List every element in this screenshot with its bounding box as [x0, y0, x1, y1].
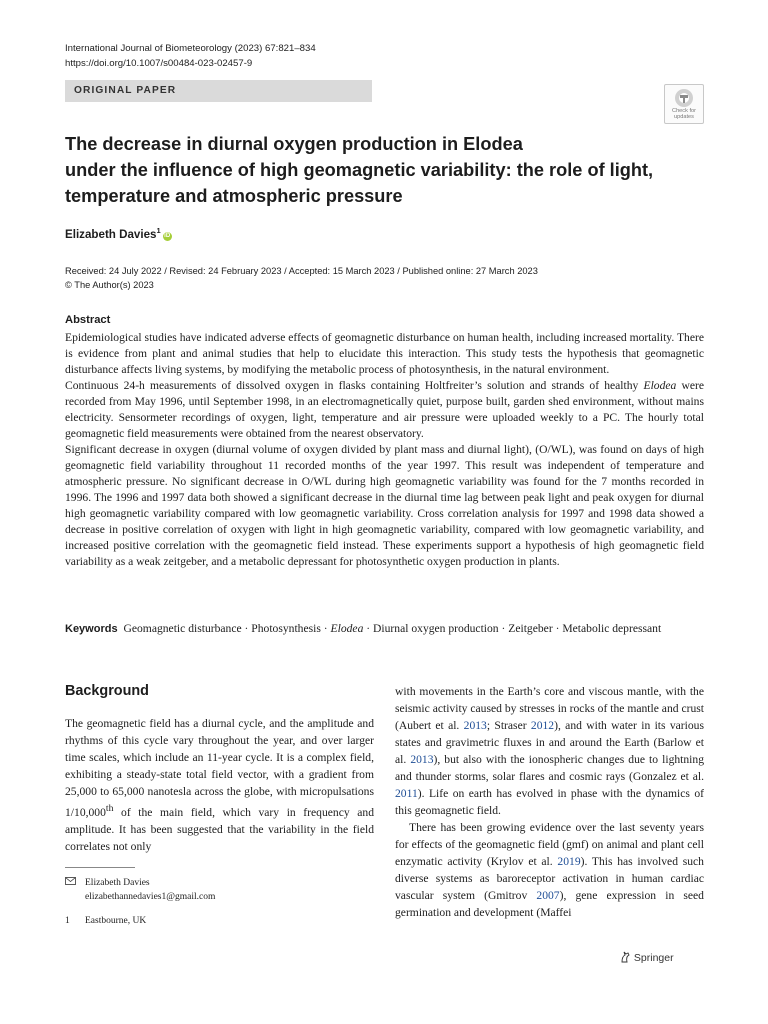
section-heading-background: Background	[65, 683, 149, 699]
title-line-3: temperature and atmospheric pressure	[65, 186, 403, 206]
history-dates: Received: 24 July 2022 / Revised: 24 February 2023 / Accepted: 15 March 2023 / Published online: 27 March 2023	[65, 266, 538, 276]
title-line-2: under the influence of high geomagnetic variability: the role of light,	[65, 160, 654, 180]
keywords-text-1: Geomagnetic disturbance · Photosynthesis ·	[123, 622, 331, 635]
crossmark-label-2: updates	[674, 114, 694, 120]
envelope-icon	[65, 876, 85, 890]
abstract-paragraph: Continuous 24-h measurements of dissolved oxygen in flasks containing Holtfreiter’s solution and strands of healthy Elodea were recorded from May 1996, until September 1998, in an electromagnetically quiet, purpose built, garden shed environment, without mains electricity. Sensormeter recordings of oxygen, light, temperature and air pressure were uploaded weekly to a PC. The hourly total geomagnetic field measurements were obtained from the nearest observatory.	[65, 379, 704, 440]
check-for-updates-badge[interactable]	[664, 84, 704, 124]
keywords-label: Keywords	[65, 623, 118, 635]
springer-horse-icon	[620, 951, 631, 963]
author-line	[65, 226, 172, 241]
paper-type-banner	[65, 80, 372, 102]
article-dates	[65, 264, 538, 292]
author-affiliation-mark: 1	[156, 226, 161, 235]
journal-citation: International Journal of Biometeorology (2023) 67:821–834	[65, 43, 316, 54]
abstract-paragraph: Significant decrease in oxygen (diurnal volume of oxygen divided by plant mass and diurnal light), (O/WL), was found on days of high geomagnetic field variability throughout 11 recorded months of the year 1997. This result was independent of temperature and atmospheric pressure. No significant decrease in O/WL during high geomagnetic variability was found for the 7 months recorded in 1996. The 1996 and 1997 data both showed a significant decrease in the diurnal time lag between peak light and peak oxygen for diurnal high geomagnetic variability compared with low geomagnetic variability. Cross correlation analysis for 1997 and 1998 data showed a decrease in positive correlation of oxygen with light in high geomagnetic variability, compared with low geomagnetic variability, and increased positive correlation with the geomagnetic field instead. These experiments support a hypothesis of high geomagnetic field variability as a weak zeitgeber, and a metabolic depressant for photosynthetic oxygen production in plants.	[65, 443, 704, 568]
citation-link[interactable]: 2011	[395, 787, 418, 800]
citation-link[interactable]: 2013	[463, 719, 487, 732]
abstract-heading: Abstract	[65, 314, 111, 326]
affiliation-mark: 1	[65, 916, 70, 926]
body-column-left	[65, 683, 374, 855]
correspondence-name: Elizabeth Davies	[85, 878, 150, 888]
citation-link[interactable]: 2019	[557, 855, 581, 868]
correspondence-footnote	[65, 876, 215, 904]
citation-link[interactable]: 2012	[530, 719, 555, 732]
body-paragraph: with movements in the Earth’s core and viscous mantle, with the seismic activity caused by stresses in rocks of the mantle and crust (Aubert et al. 2013; Straser 2012), and with water in its various states and gravimetric fluxes in and around the Earth (Barlow et al. 2013), but also with the ionospheric changes due to lightning and thunder storms, solar flares and cosmic rays (Gonzalez et al. 2011). Life on earth has evolved in phase with the dynamics of this geomagnetic field.	[395, 685, 704, 817]
affiliation-text: Eastbourne, UK	[85, 916, 147, 926]
publisher-logo	[620, 951, 674, 964]
keywords	[65, 621, 704, 637]
author-name[interactable]: Elizabeth Davies	[65, 227, 157, 241]
article-title	[65, 131, 675, 209]
abstract-body	[65, 330, 704, 570]
citation-link[interactable]: 2013	[410, 753, 434, 766]
body-column-right	[395, 683, 704, 921]
correspondence-email[interactable]: elizabethannedavies1@gmail.com	[85, 892, 216, 902]
publisher-name: Springer	[633, 952, 674, 964]
crossmark-icon	[674, 88, 694, 108]
body-paragraph: The geomagnetic field has a diurnal cycle, and the amplitude and rhythms of this cycle vary throughout the year, and over larger time scales, which include an 11-year cycle. It is a complex field, exhibiting a steady-state total field vector, with a gradient from 25,000 to 65,000 nanotesla across the globe, with micropulsations 1/10,000th of the main field, which vary in frequency and amplitude. It has been suggested that the variability in the field correlates not only	[65, 717, 374, 853]
copyright: © The Author(s) 2023	[65, 280, 154, 290]
paper-type-label: ORIGINAL PAPER	[74, 85, 177, 96]
abstract-paragraph: Epidemiological studies have indicated adverse effects of geomagnetic disturbance on human health, including increased mortality. There is evidence from plant and animal studies that help to elucidate this interaction. This study tests the hypothesis that geomagnetic disturbance affects living systems, by modifying the metabolic process of photosynthesis, in the natural environment.	[65, 331, 704, 376]
title-line-1: The decrease in diurnal oxygen production in Elodea	[65, 134, 523, 154]
crossmark-label-1: Check for	[672, 108, 696, 114]
affiliation-footnote	[65, 914, 146, 928]
body-paragraph: There has been growing evidence over the last seventy years for effects of the geomagnetic field (gmf) on animal and plant cell enzymatic activity (Krylov et al. 2019). This has involved such diverse systems as baroreceptor activation in human cardiac vascular system (Gmitrov 2007), gene expression in seed germination and development (Maffei	[395, 821, 704, 919]
journal-header	[65, 41, 316, 71]
keywords-species: Elodea	[330, 622, 364, 635]
footnote-divider	[65, 867, 135, 868]
orcid-icon[interactable]: iD	[164, 232, 171, 239]
doi-link[interactable]: https://doi.org/10.1007/s00484-023-02457-9	[65, 58, 253, 69]
citation-link[interactable]: 2007	[536, 889, 560, 902]
keywords-text-2: · Diurnal oxygen production · Zeitgeber · Metabolic depressant	[363, 622, 662, 635]
species-name: Elodea	[643, 379, 677, 392]
